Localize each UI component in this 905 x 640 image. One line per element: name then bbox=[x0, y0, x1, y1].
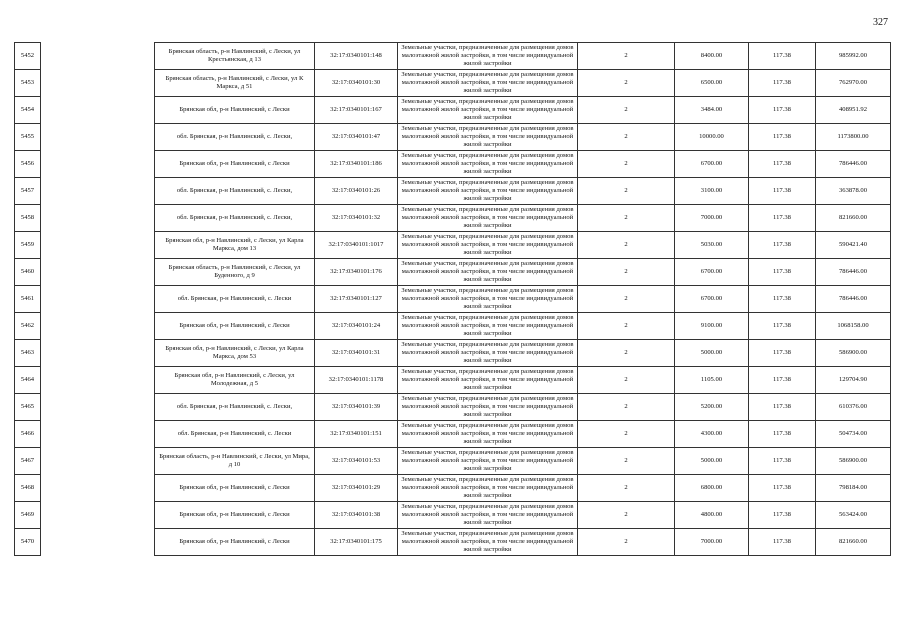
group-code-cell: 2 bbox=[578, 475, 675, 502]
cadastral-value-cell: 408951.92 bbox=[816, 97, 891, 124]
specific-value-cell: 117.38 bbox=[749, 43, 816, 70]
row-number: 5453 bbox=[15, 70, 41, 97]
area-cell: 4800.00 bbox=[675, 502, 749, 529]
cadastral-value-cell: 821660.00 bbox=[816, 529, 891, 556]
group-code-cell: 2 bbox=[578, 340, 675, 367]
cadastral-number-cell: 32:17:0340101:30 bbox=[315, 70, 398, 97]
address-cell: Брянская обл, р-н Навлинский, с Лески bbox=[155, 97, 315, 124]
blank-cell bbox=[41, 529, 155, 556]
specific-value-cell: 117.38 bbox=[749, 178, 816, 205]
blank-cell bbox=[41, 340, 155, 367]
area-cell: 7000.00 bbox=[675, 529, 749, 556]
address-cell: Брянская обл, р-н Навлинский, с Лески, ул Карла Маркса, дом 13 bbox=[155, 232, 315, 259]
address-cell: обл. Брянская, р-н Навлинский, с. Лески, bbox=[155, 205, 315, 232]
blank-cell bbox=[41, 151, 155, 178]
area-cell: 3484.00 bbox=[675, 97, 749, 124]
cadastral-number-cell: 32:17:0340101:167 bbox=[315, 97, 398, 124]
cadastral-number-cell: 32:17:0340101:151 bbox=[315, 421, 398, 448]
blank-cell bbox=[41, 475, 155, 502]
table-row bbox=[15, 502, 891, 529]
row-number: 5465 bbox=[15, 394, 41, 421]
land-use-cell: Земельные участки, предназначенные для размещения домов малоэтажной жилой застройки, в том числе индивидуальной жилой застройки bbox=[398, 394, 578, 421]
group-code-cell: 2 bbox=[578, 151, 675, 178]
address-cell: обл. Брянская, р-н Навлинский, с. Лески, bbox=[155, 394, 315, 421]
land-use-cell: Земельные участки, предназначенные для размещения домов малоэтажной жилой застройки, в том числе индивидуальной жилой застройки bbox=[398, 124, 578, 151]
land-use-cell: Земельные участки, предназначенные для размещения домов малоэтажной жилой застройки, в том числе индивидуальной жилой застройки bbox=[398, 313, 578, 340]
land-use-cell: Земельные участки, предназначенные для размещения домов малоэтажной жилой застройки, в том числе индивидуальной жилой застройки bbox=[398, 421, 578, 448]
cadastral-number-cell: 32:17:0340101:53 bbox=[315, 448, 398, 475]
address-cell: Брянская обл, р-н Навлинский, с Лески bbox=[155, 475, 315, 502]
area-cell: 10000.00 bbox=[675, 124, 749, 151]
blank-cell bbox=[41, 367, 155, 394]
land-use-cell: Земельные участки, предназначенные для размещения домов малоэтажной жилой застройки, в том числе индивидуальной жилой застройки bbox=[398, 259, 578, 286]
blank-cell bbox=[41, 178, 155, 205]
cadastral-value-cell: 504734.00 bbox=[816, 421, 891, 448]
cadastral-value-cell: 786446.00 bbox=[816, 151, 891, 178]
address-cell: Брянская область, р-н Навлинский, с Лески, ул Мира, д 10 bbox=[155, 448, 315, 475]
specific-value-cell: 117.38 bbox=[749, 475, 816, 502]
blank-cell bbox=[41, 313, 155, 340]
land-use-cell: Земельные участки, предназначенные для размещения домов малоэтажной жилой застройки, в том числе индивидуальной жилой застройки bbox=[398, 529, 578, 556]
group-code-cell: 2 bbox=[578, 286, 675, 313]
cadastral-value-cell: 786446.00 bbox=[816, 286, 891, 313]
area-cell: 6500.00 bbox=[675, 70, 749, 97]
address-cell: Брянская обл, р-н Навлинский, с Лески, ул Молодежная, д 5 bbox=[155, 367, 315, 394]
area-cell: 5030.00 bbox=[675, 232, 749, 259]
specific-value-cell: 117.38 bbox=[749, 151, 816, 178]
cadastral-number-cell: 32:17:0340101:31 bbox=[315, 340, 398, 367]
blank-cell bbox=[41, 502, 155, 529]
specific-value-cell: 117.38 bbox=[749, 448, 816, 475]
area-cell: 7000.00 bbox=[675, 205, 749, 232]
row-number: 5457 bbox=[15, 178, 41, 205]
table-row bbox=[15, 43, 891, 70]
cadastral-value-cell: 586900.00 bbox=[816, 340, 891, 367]
table-row bbox=[15, 97, 891, 124]
address-cell: Брянская область, р-н Навлинский, с Лески, ул Буденного, д 9 bbox=[155, 259, 315, 286]
area-cell: 1105.00 bbox=[675, 367, 749, 394]
table-row bbox=[15, 70, 891, 97]
row-number: 5459 bbox=[15, 232, 41, 259]
land-use-cell: Земельные участки, предназначенные для размещения домов малоэтажной жилой застройки, в том числе индивидуальной жилой застройки bbox=[398, 475, 578, 502]
group-code-cell: 2 bbox=[578, 259, 675, 286]
row-number: 5468 bbox=[15, 475, 41, 502]
cadastral-number-cell: 32:17:0340101:1017 bbox=[315, 232, 398, 259]
cadastral-value-cell: 1068158.00 bbox=[816, 313, 891, 340]
row-number: 5464 bbox=[15, 367, 41, 394]
specific-value-cell: 117.38 bbox=[749, 502, 816, 529]
group-code-cell: 2 bbox=[578, 232, 675, 259]
cadastral-number-cell: 32:17:0340101:38 bbox=[315, 502, 398, 529]
area-cell: 5200.00 bbox=[675, 394, 749, 421]
cadastral-number-cell: 32:17:0340101:175 bbox=[315, 529, 398, 556]
group-code-cell: 2 bbox=[578, 448, 675, 475]
cadastral-value-cell: 821660.00 bbox=[816, 205, 891, 232]
group-code-cell: 2 bbox=[578, 313, 675, 340]
group-code-cell: 2 bbox=[578, 367, 675, 394]
cadastral-number-cell: 32:17:0340101:1178 bbox=[315, 367, 398, 394]
specific-value-cell: 117.38 bbox=[749, 259, 816, 286]
cadastral-number-cell: 32:17:0340101:127 bbox=[315, 286, 398, 313]
cadastral-value-cell: 762970.00 bbox=[816, 70, 891, 97]
specific-value-cell: 117.38 bbox=[749, 529, 816, 556]
area-cell: 5000.00 bbox=[675, 340, 749, 367]
address-cell: обл. Брянская, р-н Навлинский, с. Лески, bbox=[155, 178, 315, 205]
blank-cell bbox=[41, 43, 155, 70]
table-row bbox=[15, 340, 891, 367]
address-cell: Брянская обл, р-н Навлинский, с Лески bbox=[155, 313, 315, 340]
land-use-cell: Земельные участки, предназначенные для размещения домов малоэтажной жилой застройки, в том числе индивидуальной жилой застройки bbox=[398, 448, 578, 475]
blank-cell bbox=[41, 259, 155, 286]
blank-cell bbox=[41, 448, 155, 475]
area-cell: 6800.00 bbox=[675, 475, 749, 502]
group-code-cell: 2 bbox=[578, 421, 675, 448]
cadastral-number-cell: 32:17:0340101:29 bbox=[315, 475, 398, 502]
row-number: 5458 bbox=[15, 205, 41, 232]
group-code-cell: 2 bbox=[578, 178, 675, 205]
blank-cell bbox=[41, 124, 155, 151]
land-use-cell: Земельные участки, предназначенные для размещения домов малоэтажной жилой застройки, в том числе индивидуальной жилой застройки bbox=[398, 97, 578, 124]
group-code-cell: 2 bbox=[578, 97, 675, 124]
table-row bbox=[15, 421, 891, 448]
cadastral-value-cell: 985992.00 bbox=[816, 43, 891, 70]
table-row bbox=[15, 286, 891, 313]
row-number: 5466 bbox=[15, 421, 41, 448]
area-cell: 4300.00 bbox=[675, 421, 749, 448]
land-use-cell: Земельные участки, предназначенные для размещения домов малоэтажной жилой застройки, в том числе индивидуальной жилой застройки bbox=[398, 151, 578, 178]
row-number: 5460 bbox=[15, 259, 41, 286]
address-cell: Брянская обл, р-н Навлинский, с Лески, ул Карла Маркса, дом 53 bbox=[155, 340, 315, 367]
cadastral-number-cell: 32:17:0340101:24 bbox=[315, 313, 398, 340]
table-row bbox=[15, 205, 891, 232]
blank-cell bbox=[41, 394, 155, 421]
group-code-cell: 2 bbox=[578, 43, 675, 70]
address-cell: Брянская область, р-н Навлинский, с Лески, ул Крестьянская, д 13 bbox=[155, 43, 315, 70]
land-use-cell: Земельные участки, предназначенные для размещения домов малоэтажной жилой застройки, в том числе индивидуальной жилой застройки bbox=[398, 367, 578, 394]
table-row bbox=[15, 313, 891, 340]
table-row bbox=[15, 259, 891, 286]
address-cell: Брянская обл, р-н Навлинский, с Лески bbox=[155, 151, 315, 178]
cadastral-number-cell: 32:17:0340101:26 bbox=[315, 178, 398, 205]
row-number: 5462 bbox=[15, 313, 41, 340]
land-use-cell: Земельные участки, предназначенные для размещения домов малоэтажной жилой застройки, в том числе индивидуальной жилой застройки bbox=[398, 502, 578, 529]
land-use-cell: Земельные участки, предназначенные для размещения домов малоэтажной жилой застройки, в том числе индивидуальной жилой застройки bbox=[398, 43, 578, 70]
specific-value-cell: 117.38 bbox=[749, 97, 816, 124]
specific-value-cell: 117.38 bbox=[749, 367, 816, 394]
group-code-cell: 2 bbox=[578, 205, 675, 232]
cadastral-number-cell: 32:17:0340101:32 bbox=[315, 205, 398, 232]
table-row bbox=[15, 178, 891, 205]
address-cell: Брянская обл, р-н Навлинский, с Лески bbox=[155, 529, 315, 556]
table-row bbox=[15, 475, 891, 502]
table-row bbox=[15, 232, 891, 259]
cadastral-value-cell: 363878.00 bbox=[816, 178, 891, 205]
page-number: 327 bbox=[873, 17, 888, 28]
cadastral-value-cell: 798184.00 bbox=[816, 475, 891, 502]
row-number: 5467 bbox=[15, 448, 41, 475]
cadastral-number-cell: 32:17:0340101:39 bbox=[315, 394, 398, 421]
land-use-cell: Земельные участки, предназначенные для размещения домов малоэтажной жилой застройки, в том числе индивидуальной жилой застройки bbox=[398, 232, 578, 259]
row-number: 5452 bbox=[15, 43, 41, 70]
address-cell: Брянская область, р-н Навлинский, с Лески, ул К Маркса, д 51 bbox=[155, 70, 315, 97]
group-code-cell: 2 bbox=[578, 502, 675, 529]
area-cell: 5000.00 bbox=[675, 448, 749, 475]
specific-value-cell: 117.38 bbox=[749, 421, 816, 448]
cadastral-number-cell: 32:17:0340101:186 bbox=[315, 151, 398, 178]
row-number: 5463 bbox=[15, 340, 41, 367]
land-use-cell: Земельные участки, предназначенные для размещения домов малоэтажной жилой застройки, в том числе индивидуальной жилой застройки bbox=[398, 286, 578, 313]
specific-value-cell: 117.38 bbox=[749, 205, 816, 232]
cadastral-value-cell: 586900.00 bbox=[816, 448, 891, 475]
land-use-cell: Земельные участки, предназначенные для размещения домов малоэтажной жилой застройки, в том числе индивидуальной жилой застройки bbox=[398, 178, 578, 205]
row-number: 5454 bbox=[15, 97, 41, 124]
row-number: 5469 bbox=[15, 502, 41, 529]
row-number: 5461 bbox=[15, 286, 41, 313]
specific-value-cell: 117.38 bbox=[749, 340, 816, 367]
blank-cell bbox=[41, 97, 155, 124]
table-row bbox=[15, 367, 891, 394]
specific-value-cell: 117.38 bbox=[749, 394, 816, 421]
blank-cell bbox=[41, 232, 155, 259]
cadastral-value-table bbox=[14, 42, 891, 556]
area-cell: 8400.00 bbox=[675, 43, 749, 70]
group-code-cell: 2 bbox=[578, 529, 675, 556]
table-row bbox=[15, 448, 891, 475]
cadastral-value-cell: 786446.00 bbox=[816, 259, 891, 286]
table-row bbox=[15, 394, 891, 421]
row-number: 5456 bbox=[15, 151, 41, 178]
cadastral-value-cell: 590421.40 bbox=[816, 232, 891, 259]
address-cell: обл. Брянская, р-н Навлинский, с. Лески bbox=[155, 421, 315, 448]
address-cell: обл. Брянская, р-н Навлинский, с. Лески, bbox=[155, 124, 315, 151]
area-cell: 9100.00 bbox=[675, 313, 749, 340]
row-number: 5470 bbox=[15, 529, 41, 556]
table-row bbox=[15, 124, 891, 151]
cadastral-value-cell: 1173800.00 bbox=[816, 124, 891, 151]
address-cell: Брянская обл, р-н Навлинский, с Лески bbox=[155, 502, 315, 529]
cadastral-number-cell: 32:17:0340101:148 bbox=[315, 43, 398, 70]
land-use-cell: Земельные участки, предназначенные для размещения домов малоэтажной жилой застройки, в том числе индивидуальной жилой застройки bbox=[398, 205, 578, 232]
specific-value-cell: 117.38 bbox=[749, 70, 816, 97]
area-cell: 6700.00 bbox=[675, 286, 749, 313]
table-row bbox=[15, 529, 891, 556]
cadastral-number-cell: 32:17:0340101:47 bbox=[315, 124, 398, 151]
cadastral-number-cell: 32:17:0340101:176 bbox=[315, 259, 398, 286]
blank-cell bbox=[41, 286, 155, 313]
cadastral-value-cell: 129704.90 bbox=[816, 367, 891, 394]
area-cell: 6700.00 bbox=[675, 259, 749, 286]
area-cell: 6700.00 bbox=[675, 151, 749, 178]
cadastral-value-cell: 610376.00 bbox=[816, 394, 891, 421]
group-code-cell: 2 bbox=[578, 124, 675, 151]
address-cell: обл. Брянская, р-н Навлинский, с. Лески bbox=[155, 286, 315, 313]
specific-value-cell: 117.38 bbox=[749, 313, 816, 340]
blank-cell bbox=[41, 205, 155, 232]
group-code-cell: 2 bbox=[578, 394, 675, 421]
specific-value-cell: 117.38 bbox=[749, 286, 816, 313]
blank-cell bbox=[41, 70, 155, 97]
blank-cell bbox=[41, 421, 155, 448]
cadastral-value-cell: 563424.00 bbox=[816, 502, 891, 529]
group-code-cell: 2 bbox=[578, 70, 675, 97]
land-use-cell: Земельные участки, предназначенные для размещения домов малоэтажной жилой застройки, в том числе индивидуальной жилой застройки bbox=[398, 70, 578, 97]
area-cell: 3100.00 bbox=[675, 178, 749, 205]
land-use-cell: Земельные участки, предназначенные для размещения домов малоэтажной жилой застройки, в том числе индивидуальной жилой застройки bbox=[398, 340, 578, 367]
specific-value-cell: 117.38 bbox=[749, 124, 816, 151]
table-row bbox=[15, 151, 891, 178]
specific-value-cell: 117.38 bbox=[749, 232, 816, 259]
row-number: 5455 bbox=[15, 124, 41, 151]
